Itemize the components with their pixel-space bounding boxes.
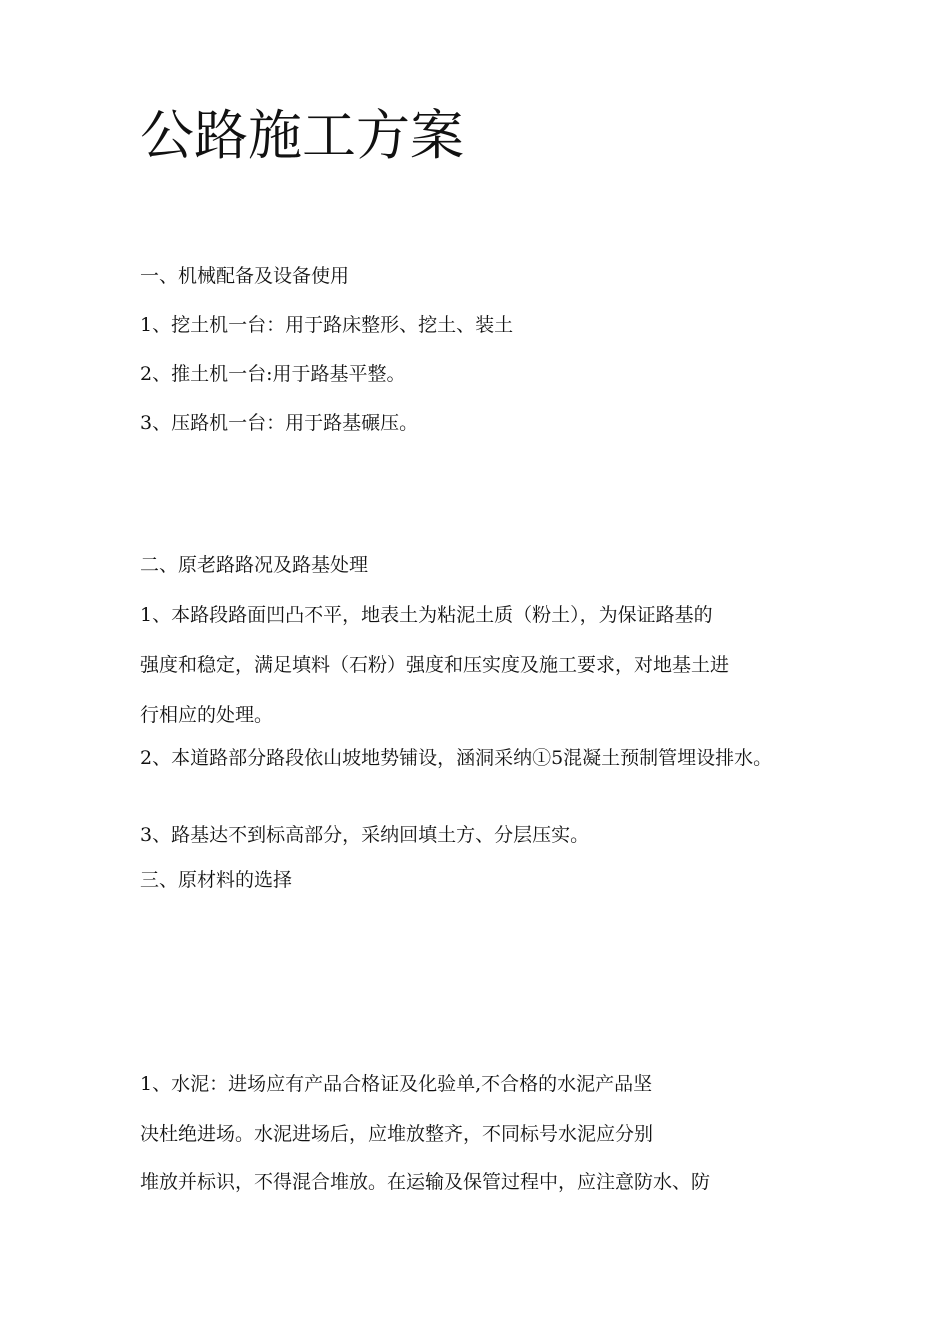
section1-item-3: 3、压路机一台：用于路基碾压。: [140, 412, 419, 434]
section2-item1-line-1: 1、本路段路面凹凸不平，地表土为粘泥土质（粉土），为保证路基的: [140, 604, 713, 626]
section1-heading: 一、机械配备及设备使用: [140, 265, 350, 287]
section3-item1-line-2: 决杜绝进场。水泥进场后，应堆放整齐，不同标号水泥应分别: [140, 1123, 654, 1145]
section1-item-1: 1、挖土机一台：用于路床整形、挖土、装土: [140, 314, 514, 336]
document-title: 公路施工方案: [140, 104, 464, 167]
section2-item1-line-2: 强度和稳定，满足填料（石粉）强度和压实度及施工要求，对地基土进: [140, 654, 730, 676]
section3-item1-line-1: 1、水泥：进场应有产品合格证及化验单,不合格的水泥产品坚: [140, 1073, 653, 1095]
section3-item1-line-3: 堆放并标识，不得混合堆放。在运输及保管过程中，应注意防水、防: [140, 1171, 711, 1193]
section2-item-3: 3、路基达不到标高部分，采纳回填土方、分层压实。: [140, 824, 590, 846]
section1-item-2: 2、推土机一台:用于路基平整。: [140, 363, 406, 385]
section2-item1-line-3: 行相应的处理。: [140, 704, 274, 726]
section3-heading: 三、原材料的选择: [140, 869, 293, 891]
section2-item-2: 2、本道路部分路段依山坡地势铺设，涵洞采纳①5混凝土预制管埋设排水。: [140, 747, 773, 769]
section2-heading: 二、原老路路况及路基处理: [140, 554, 369, 576]
